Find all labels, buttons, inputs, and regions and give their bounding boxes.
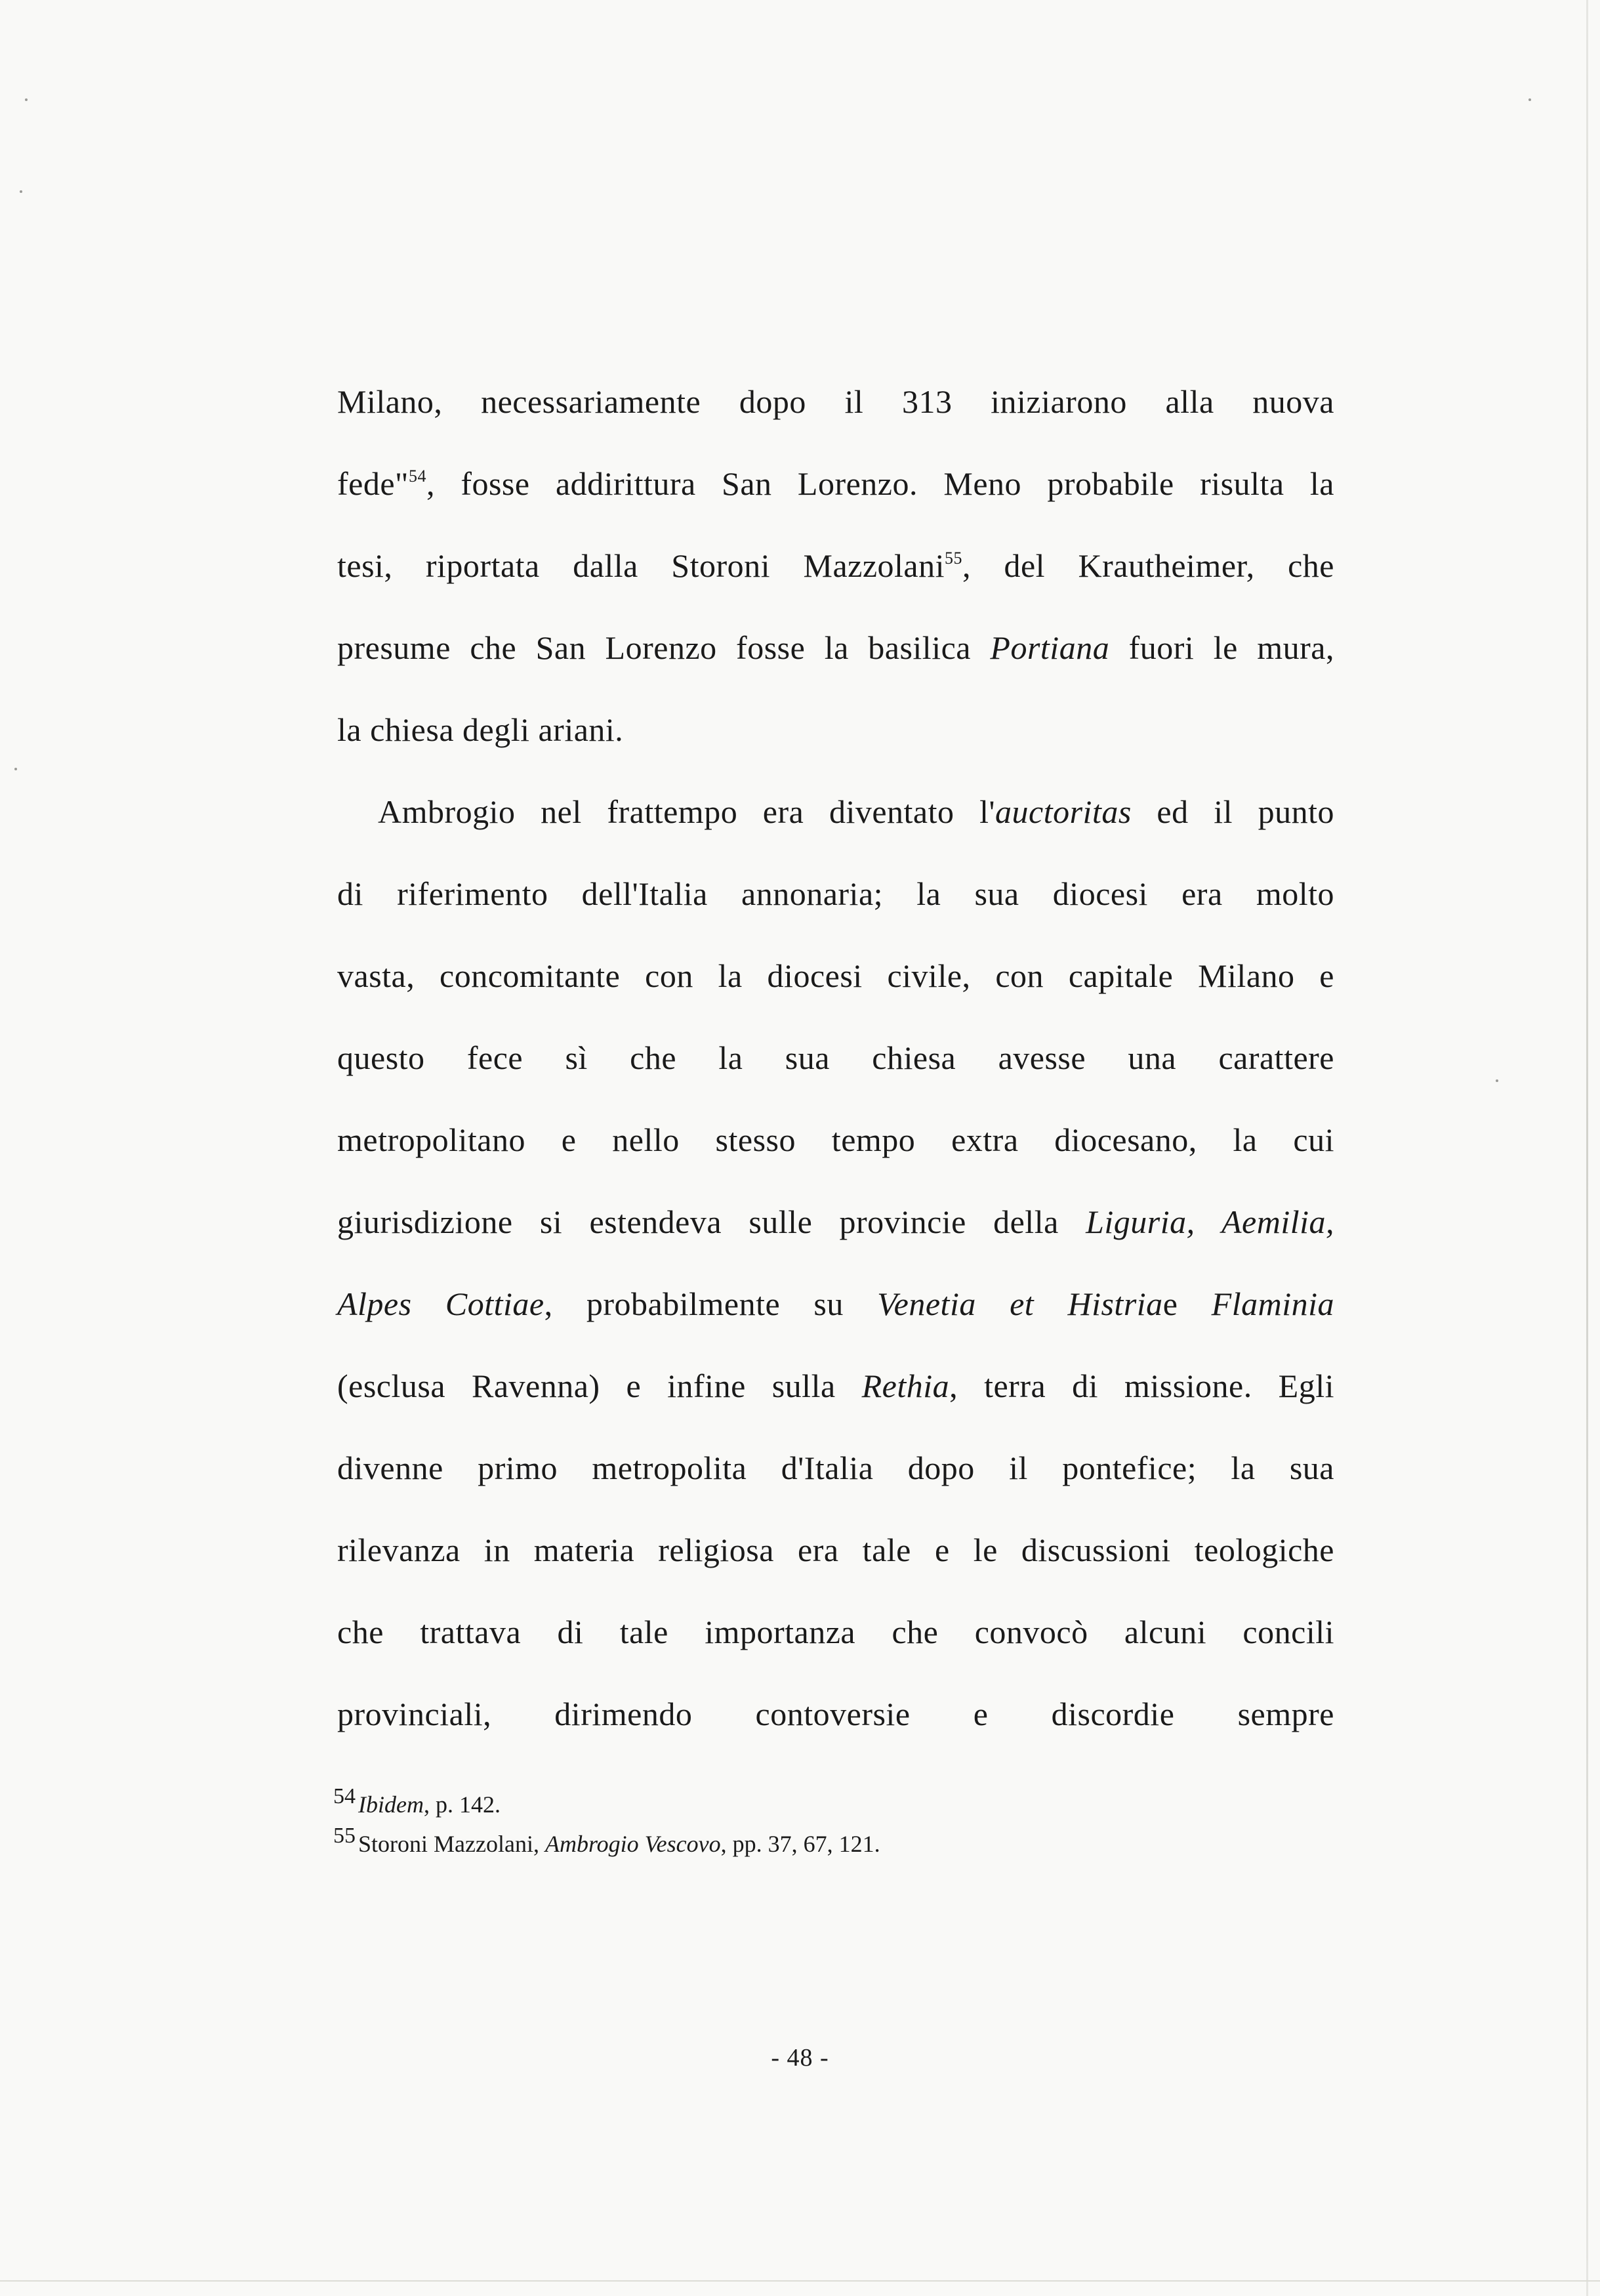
scan-speck [1528, 98, 1531, 101]
text-line: divenne primo metropolita d'Italia dopo il pontefice; la sua [337, 1450, 1334, 1486]
text-line: Alpes Cottiae, probabilmente su Venetia et Histriae Flaminia [337, 1285, 1334, 1322]
footnote-number: 54 [333, 1784, 356, 1808]
footnote-54: $^{54}$ Ibidem, p. 142. [333, 1784, 501, 1818]
text-line: vasta, concomitante con la diocesi civile, con capitale Milano e [337, 957, 1334, 994]
text-line: Ambrogio nel frattempo era diventato l'auctoritas ed il punto [378, 793, 1334, 830]
text-line: di riferimento dell'Italia annonaria; la sua diocesi era molto [337, 875, 1334, 912]
scan-speck [25, 98, 28, 101]
text-line: la chiesa degli ariani. [337, 711, 624, 748]
text-line: questo fece sì che la sua chiesa avesse una carattere [337, 1039, 1334, 1076]
footnote-ref[interactable]: 54 [408, 467, 426, 486]
text-line: fede"$^{54}$, fosse addirittura San Lorenzo. Meno probabile risulta la [337, 465, 1334, 502]
text-line: tesi, riportata dalla Storoni Mazzolani$^{55}$, del Krautheimer, che [337, 547, 1334, 584]
text-line: Milano, necessariamente dopo il 313 iniziarono alla nuova [337, 383, 1334, 420]
text-line: giurisdizione si estendeva sulle provincie della Liguria, Aemilia, [337, 1203, 1334, 1240]
text-line: provinciali, dirimendo contoversie e discordie sempre [337, 1696, 1334, 1732]
scan-speck [1496, 1079, 1498, 1082]
footnotes [333, 1785, 1383, 1864]
body-text [337, 361, 1334, 1755]
text-line: che trattava di tale importanza che convocò alcuni concili [337, 1614, 1334, 1650]
text-line: metropolitano e nello stesso tempo extra diocesano, la cui [337, 1121, 1334, 1158]
text-line: presume che San Lorenzo fosse la basilica Portiana fuori le mura, [337, 629, 1334, 666]
footnote-number: 55 [333, 1824, 356, 1848]
page-edge-bottom [0, 2280, 1600, 2282]
scan-speck [20, 190, 22, 193]
text-line: (esclusa Ravenna) e infine sulla Rethia, terra di missione. Egli [337, 1367, 1335, 1404]
page-edge-right [1586, 0, 1588, 2296]
text-line: rilevanza in materia religiosa era tale e le discussioni teologiche [337, 1532, 1334, 1568]
footnote-ref[interactable]: 55 [945, 549, 963, 568]
footnote-55: $^{55}$ Storoni Mazzolani, Ambrogio Vescovo, pp. 37, 67, 121. [333, 1824, 880, 1857]
page-number: - 48 - [771, 2044, 829, 2072]
scan-speck [14, 768, 17, 770]
